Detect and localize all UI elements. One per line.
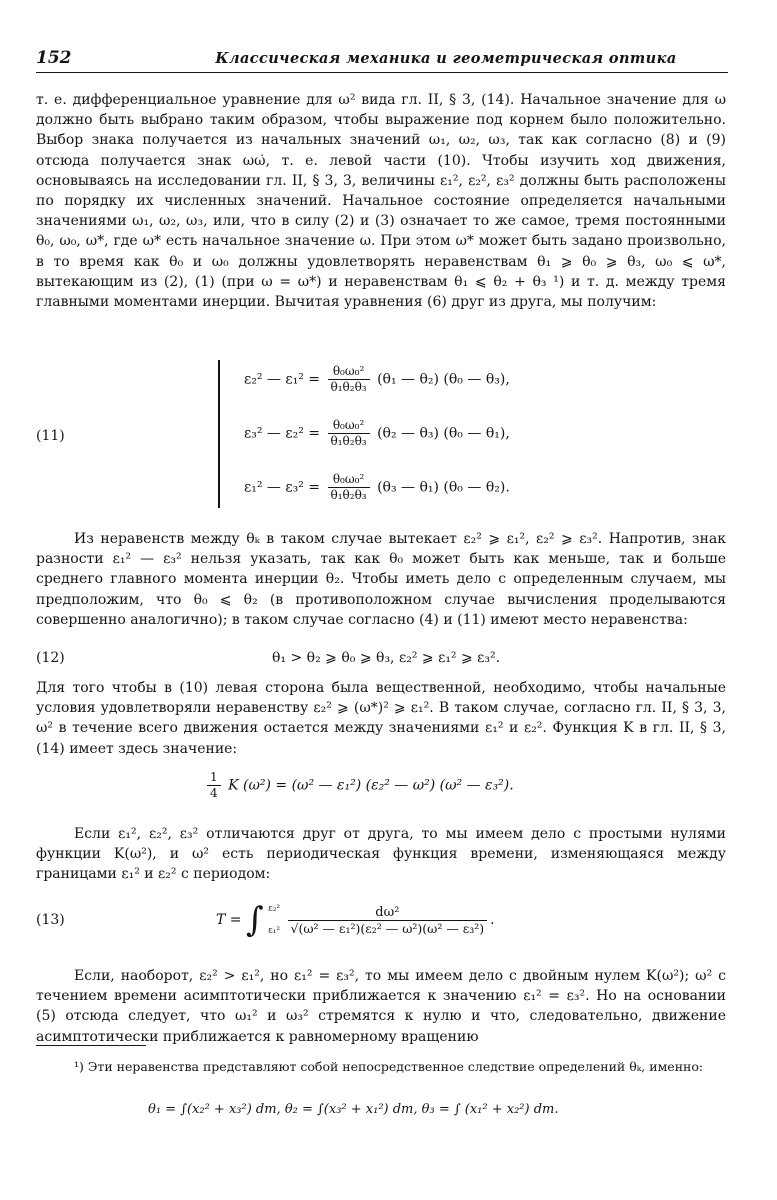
- equation-number: (12): [36, 650, 65, 666]
- equation-11-line-2: ε₃² — ε₂² = $\frac{\text{θ₀ω₀²}}{\text{θ₁θ₂θ₃}}$ (θ₂ — θ₃) (θ₀ — θ₁),: [244, 418, 510, 448]
- paragraph-2: Из неравенств между θₖ в таком случае вытекает ε₂² ⩾ ε₁², ε₂² ⩾ ε₃². Напротив, знак разности ε₁² — ε₃² нельзя указать, так как θ₀ может быть как меньше, так и больше среднего главного момента инерции θ₂. Чтобы иметь дело с определенным случаем, мы предположим, что θ₀ ⩽ θ₂ (в противоположном случае вычисления проделываются совершенно аналогично); в таком случае согласно (4) и (11) имеют место неравенства:: [36, 531, 726, 628]
- equation-12: [36, 650, 726, 670]
- fraction-quarter: $\frac{1}{4}$: [207, 770, 221, 801]
- equation-body: K (ω²) = (ω² — ε₁²) (ε₂² — ω²) (ω² — ε₃²).: [228, 777, 514, 794]
- footnote-rule: [36, 1045, 146, 1046]
- equation-11-line-3: ε₁² — ε₃² = $\frac{\text{θ₀ω₀²}}{\text{θ₁θ₂θ₃}}$ (θ₃ — θ₁) (θ₀ — θ₂).: [244, 472, 510, 502]
- fraction: $\frac{\text{θ₀ω₀²}}{\text{θ₁θ₂θ₃}}$: [328, 472, 370, 503]
- paragraph-5: Если, наоборот, ε₂² > ε₁², но ε₁² = ε₃², то мы имеем дело с двойным нулем K(ω²); ω² с течением времени асимптотически приближается к значению ε₁² = ε₃². Но на основании (5) отсюда следует, что ω₁² и ω₃² стремятся к нулю и что, следовательно, движение асимптотически приближается к равномерному вращению: [36, 968, 726, 1045]
- equation-K: [36, 770, 726, 810]
- page-number: 152: [36, 48, 72, 68]
- paragraph-4: Если ε₁², ε₂², ε₃² отличаются друг от друга, то мы имеем дело с простыми нулями функции K(ω²), и ω² есть периодическая функция времени, изменяющаяся между границами ε₁² и ε₂² с периодом:: [36, 826, 726, 883]
- integral-sign: ∫: [245, 900, 264, 940]
- header-rule: [36, 72, 728, 73]
- equation-11-line-1: ε₂² — ε₁² = $\frac{\text{θ₀ω₀²}}{\text{θ₁θ₂θ₃}}$ (θ₁ — θ₂) (θ₀ — θ₃),: [244, 364, 510, 394]
- footnote: ¹) Эти неравенства представляют собой непосредственное следствие определений θₖ, именно:: [74, 1059, 704, 1074]
- equation-number: (11): [36, 428, 65, 444]
- footnote-formula: θ₁ = ∫(x₂² + x₃²) dm, θ₂ = ∫(x₃² + x₁²) dm, θ₃ = ∫ (x₁² + x₂²) dm.: [148, 1102, 559, 1117]
- page-header: [36, 48, 728, 70]
- equation-number: (13): [36, 912, 65, 928]
- running-title: Классическая механика и геометрическая оптика: [215, 50, 677, 67]
- fraction: $\frac{\text{θ₀ω₀²}}{\text{θ₁θ₂θ₃}}$: [328, 418, 370, 449]
- equation-body: θ₁ > θ₂ ⩾ θ₀ ⩾ θ₃, ε₂² ⩾ ε₁² ⩾ ε₃².: [272, 650, 501, 666]
- integrand-fraction: $\frac{\text{dω²}}{\text{√(ω² — ε₁²)(ε₂² — ω²)(ω² — ε₃²)}}$: [288, 905, 488, 936]
- fraction: $\frac{\text{θ₀ω₀²}}{\text{θ₁θ₂θ₃}}$: [328, 364, 370, 395]
- paragraph-3: Для того чтобы в (10) левая сторона была вещественной, необходимо, чтобы начальные условия удовлетворяли неравенству ε₂² ⩾ (ω*)² ⩾ ε₁². В таком случае, согласно гл. II, § 3, 3, ω² в течение всего движения остается между значениями ε₁² и ε₂². Функция K в гл. II, § 3, (14) имеет здесь значение:: [36, 680, 726, 757]
- equation-system-11: [36, 356, 726, 516]
- paragraph-1: т. е. дифференциальное уравнение для ω² вида гл. II, § 3, (14). Начальное значение для ω должно быть выбрано таким образом, чтобы выражение под корнем было положительно. Выбор знака получается из начальных значений ω₁, ω₂, ω₃, так как согласно (8) и (9) отсюда получается знак ωω̇, т. е. левой части (10). Чтобы изучить ход движения, основываясь на исследовании гл. II, § 3, 3, величины ε₁², ε₂², ε₃² должны быть расположены по порядку их численных значений. Начальное состояние определяется начальными значениями ω₁, ω₂, ω₃, или, что в силу (2) и (3) означает то же самое, тремя постоянными θ₀, ω₀, ω*, где ω* есть начальное значение ω. При этом ω* может быть задано произвольно, в то время как θ₀ и ω₀ должны удовлетворять неравенствам θ₁ ⩾ θ₀ ⩾ θ₃, ω₀ ⩽ ω*, вытекающим из (2), (1) (при ω = ω*) и неравенствам θ₁ ⩽ θ₂ + θ₃ ¹) и т. д. между тремя главными моментами инерции. Вычитая уравнения (6) друг из друга, мы получим:: [36, 92, 726, 311]
- equation-13: (13) T = ∫ ε₂² ε₁² $\frac{\text{dω²}}{\text{√(ω² — ε₁²)(ε₂² — ω²)(ω² — ε₃²)}}$ .: [36, 900, 495, 940]
- integral-limits: ε₂² ε₁²: [268, 904, 281, 936]
- system-brace: [218, 360, 230, 508]
